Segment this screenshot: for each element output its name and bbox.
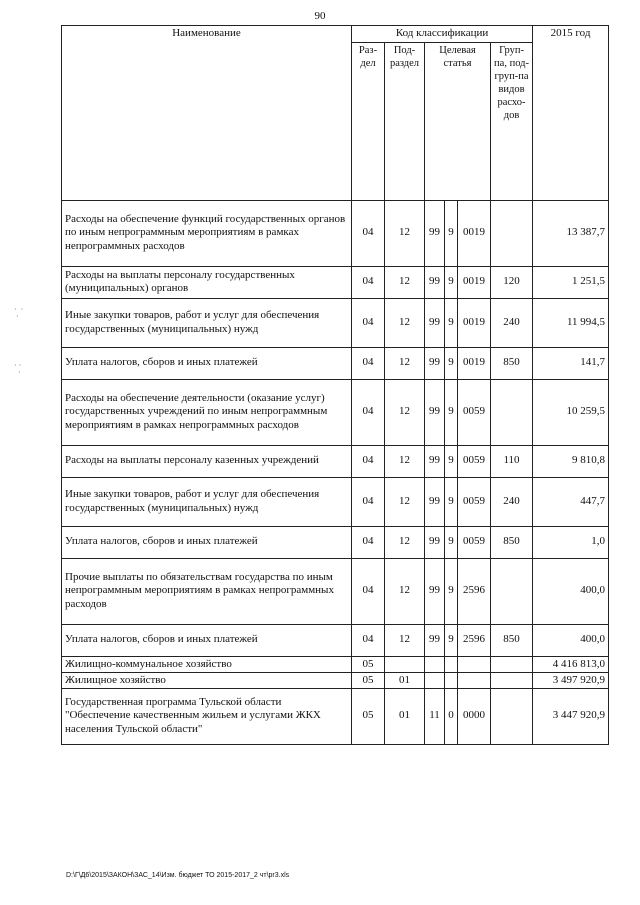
row-expense-group: 240 [491, 477, 533, 526]
row-section: 04 [352, 379, 385, 445]
row-section: 04 [352, 266, 385, 298]
table-row [62, 445, 609, 477]
row-subsection: 12 [385, 477, 425, 526]
row-amount: 447,7 [533, 477, 609, 526]
row-amount: 11 994,5 [533, 298, 609, 347]
row-subsection: 12 [385, 200, 425, 266]
row-amount: 400,0 [533, 624, 609, 656]
row-amount: 3 497 920,9 [533, 672, 609, 688]
row-target-program: 99 [425, 379, 445, 445]
row-name: Иные закупки товаров, работ и услуг для обеспечения государственных (муниципальных) нужд [62, 298, 352, 347]
row-name: Иные закупки товаров, работ и услуг для обеспечения государственных (муниципальных) нужд [62, 477, 352, 526]
header-target: Целевая статья [425, 42, 491, 200]
row-target-subprogram: 9 [445, 200, 458, 266]
row-target-direction: 0019 [458, 266, 491, 298]
row-section: 05 [352, 688, 385, 744]
row-subsection: 01 [385, 672, 425, 688]
row-target-subprogram: 9 [445, 445, 458, 477]
row-target-program: 11 [425, 688, 445, 744]
row-target-program: 99 [425, 298, 445, 347]
row-expense-group: 850 [491, 526, 533, 558]
row-target-direction: 2596 [458, 624, 491, 656]
row-name: Расходы на обеспечение деятельности (оказание услуг) государственных учреждений по иным непрограммным мероприятиям в рамках непрограммных расходов [62, 379, 352, 445]
row-amount: 9 810,8 [533, 445, 609, 477]
row-amount: 3 447 920,9 [533, 688, 609, 744]
row-name: Государственная программа Тульской области "Обеспечение качественным жильем и услугами ЖКХ населения Тульской области" [62, 688, 352, 744]
row-target-direction [458, 672, 491, 688]
row-section: 04 [352, 347, 385, 379]
row-section: 05 [352, 672, 385, 688]
row-section: 04 [352, 200, 385, 266]
row-target-direction: 0000 [458, 688, 491, 744]
row-target-subprogram: 9 [445, 266, 458, 298]
row-target-subprogram: 9 [445, 347, 458, 379]
header-year: 2015 год [533, 26, 609, 201]
row-target-direction: 2596 [458, 558, 491, 624]
row-amount: 13 387,7 [533, 200, 609, 266]
row-section: 04 [352, 477, 385, 526]
row-target-program: 99 [425, 558, 445, 624]
row-name: Уплата налогов, сборов и иных платежей [62, 526, 352, 558]
row-target-direction [458, 656, 491, 672]
row-subsection: 12 [385, 298, 425, 347]
row-name: Жилищно-коммунальное хозяйство [62, 656, 352, 672]
header-section: Раз-дел [352, 42, 385, 200]
header-name: Наименование [62, 26, 352, 201]
row-name: Уплата налогов, сборов и иных платежей [62, 347, 352, 379]
row-name: Расходы на выплаты персоналу казенных учреждений [62, 445, 352, 477]
row-name: Расходы на обеспечение функций государственных органов по иным непрограммным мероприятиям в рамках непрограммных расходов [62, 200, 352, 266]
row-expense-group: 850 [491, 347, 533, 379]
row-subsection: 12 [385, 526, 425, 558]
row-expense-group: 110 [491, 445, 533, 477]
row-target-program: 99 [425, 624, 445, 656]
row-name: Жилищное хозяйство [62, 672, 352, 688]
row-subsection: 12 [385, 379, 425, 445]
row-target-program: 99 [425, 526, 445, 558]
table-row [62, 266, 609, 298]
row-target-program: 99 [425, 445, 445, 477]
row-expense-group [491, 688, 533, 744]
row-target-program [425, 672, 445, 688]
row-target-subprogram: 9 [445, 298, 458, 347]
row-name: Прочие выплаты по обязательствам государства по иным непрограммным мероприятиям в рамках непрограммных расходов [62, 558, 352, 624]
row-target-program: 99 [425, 347, 445, 379]
row-expense-group: 240 [491, 298, 533, 347]
row-target-direction: 0059 [458, 379, 491, 445]
row-amount: 1 251,5 [533, 266, 609, 298]
row-subsection [385, 656, 425, 672]
row-expense-group [491, 200, 533, 266]
row-subsection: 12 [385, 266, 425, 298]
row-target-subprogram: 9 [445, 558, 458, 624]
row-amount: 10 259,5 [533, 379, 609, 445]
table-row [62, 526, 609, 558]
row-target-subprogram [445, 656, 458, 672]
row-target-direction: 0019 [458, 200, 491, 266]
table-row [62, 688, 609, 744]
row-expense-group: 850 [491, 624, 533, 656]
row-subsection: 01 [385, 688, 425, 744]
table-row [62, 624, 609, 656]
row-section: 04 [352, 624, 385, 656]
row-target-subprogram [445, 672, 458, 688]
scan-specks: · · · · · · [14, 305, 24, 377]
row-amount: 4 416 813,0 [533, 656, 609, 672]
row-amount: 141,7 [533, 347, 609, 379]
row-target-subprogram: 0 [445, 688, 458, 744]
table-row [62, 558, 609, 624]
header-code: Код классификации [352, 26, 533, 43]
table-row [62, 477, 609, 526]
table-row [62, 379, 609, 445]
row-subsection: 12 [385, 558, 425, 624]
row-target-direction: 0019 [458, 347, 491, 379]
row-section: 04 [352, 526, 385, 558]
row-amount: 400,0 [533, 558, 609, 624]
row-target-direction: 0059 [458, 445, 491, 477]
row-target-direction: 0059 [458, 477, 491, 526]
table-row [62, 656, 609, 672]
row-expense-group: 120 [491, 266, 533, 298]
row-name: Расходы на выплаты персоналу государственных (муниципальных) органов [62, 266, 352, 298]
table-row [62, 298, 609, 347]
row-target-subprogram: 9 [445, 477, 458, 526]
budget-table [61, 25, 609, 745]
row-target-direction: 0059 [458, 526, 491, 558]
row-section: 04 [352, 558, 385, 624]
row-target-subprogram: 9 [445, 624, 458, 656]
table-row [62, 672, 609, 688]
row-section: 04 [352, 298, 385, 347]
row-target-subprogram: 9 [445, 379, 458, 445]
row-amount: 1,0 [533, 526, 609, 558]
page-number: 90 [314, 10, 326, 22]
row-target-program: 99 [425, 266, 445, 298]
row-name: Уплата налогов, сборов и иных платежей [62, 624, 352, 656]
row-subsection: 12 [385, 347, 425, 379]
row-target-program: 99 [425, 200, 445, 266]
header-expense-group: Груп-па, под-груп-па видов расхо-дов [491, 42, 533, 200]
row-expense-group [491, 656, 533, 672]
row-subsection: 12 [385, 624, 425, 656]
row-expense-group [491, 558, 533, 624]
row-section: 05 [352, 656, 385, 672]
row-target-program: 99 [425, 477, 445, 526]
row-subsection: 12 [385, 445, 425, 477]
row-target-subprogram: 9 [445, 526, 458, 558]
row-section: 04 [352, 445, 385, 477]
row-expense-group [491, 672, 533, 688]
row-expense-group [491, 379, 533, 445]
table-row [62, 347, 609, 379]
table-row [62, 200, 609, 266]
row-target-program [425, 656, 445, 672]
row-target-direction: 0019 [458, 298, 491, 347]
header-subsection: Под-раздел [385, 42, 425, 200]
file-path-footer: D:\Г\Д6\2015\ЗАКОН\ЗАС_14\Изм. бюджет ТО 2015-2017_2 чт\pr3.xls [66, 872, 290, 879]
